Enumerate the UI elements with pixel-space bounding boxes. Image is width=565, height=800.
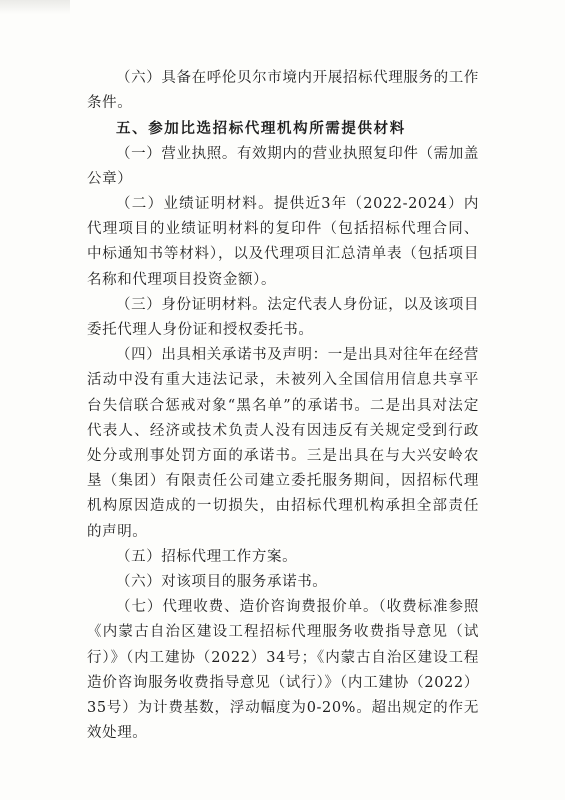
condition-item-6: （六）具备在呼伦贝尔市境内开展招标代理服务的工作条件。 [87, 70, 479, 112]
material-item-3-identity-proof: （三）身份证明材料。法定代表人身份证，以及该项目委托代理人身份证和授权委托书。 [87, 296, 479, 339]
scan-smudge [0, 0, 70, 14]
document-body [87, 66, 479, 746]
material-item-6-service-commitment: （六）对该项目的服务承诺书。 [116, 574, 328, 591]
section-heading-materials: 五、参加比选招标代理机构所需提供材料 [116, 120, 406, 138]
material-item-5-work-plan: （五）招标代理工作方案。 [116, 548, 298, 565]
material-item-4-commitment-letter: （四）出具相关承诺书及声明：一是出具对往年在经营活动中没有重大违法记录，未被列入全国信用信息共享平台失信联合惩戒对象“黑名单”的承诺书。二是出具对法定代表人、经济或技术负责人没有因违反有关规定受到行政处分或刑事处罚方面的承诺书。三是出具在与大兴安岭农垦（集团）有限责任公司建立委托服务期间，因招标代理机构原因造成的一切损失，由招标代理机构承担全部责任的声明。 [87, 347, 479, 540]
material-item-1-business-license: （一）营业执照。有效期内的营业执照复印件（需加盖公章） [87, 145, 479, 187]
material-item-2-performance-proof: （二）业绩证明材料。提供近3年（2022-2024）内代理项目的业绩证明材料的复印件（包括招标代理合同、中标通知书等材料），以及代理项目汇总清单表（包括项目名称和代理项目投资金额）。 [87, 196, 479, 288]
material-item-7-quotation: （七）代理收费、造价咨询费报价单。（收费标准参照《内蒙古自治区建设工程招标代理服务收费指导意见（试行）》（内工建协（2022）34号；《内蒙古自治区建设工程造价咨询服务收费指导意见（试行）》（内工建协（2022）35号）为计费基数，浮动幅度为0-20%。超出规定的作无效处理。 [87, 599, 479, 742]
